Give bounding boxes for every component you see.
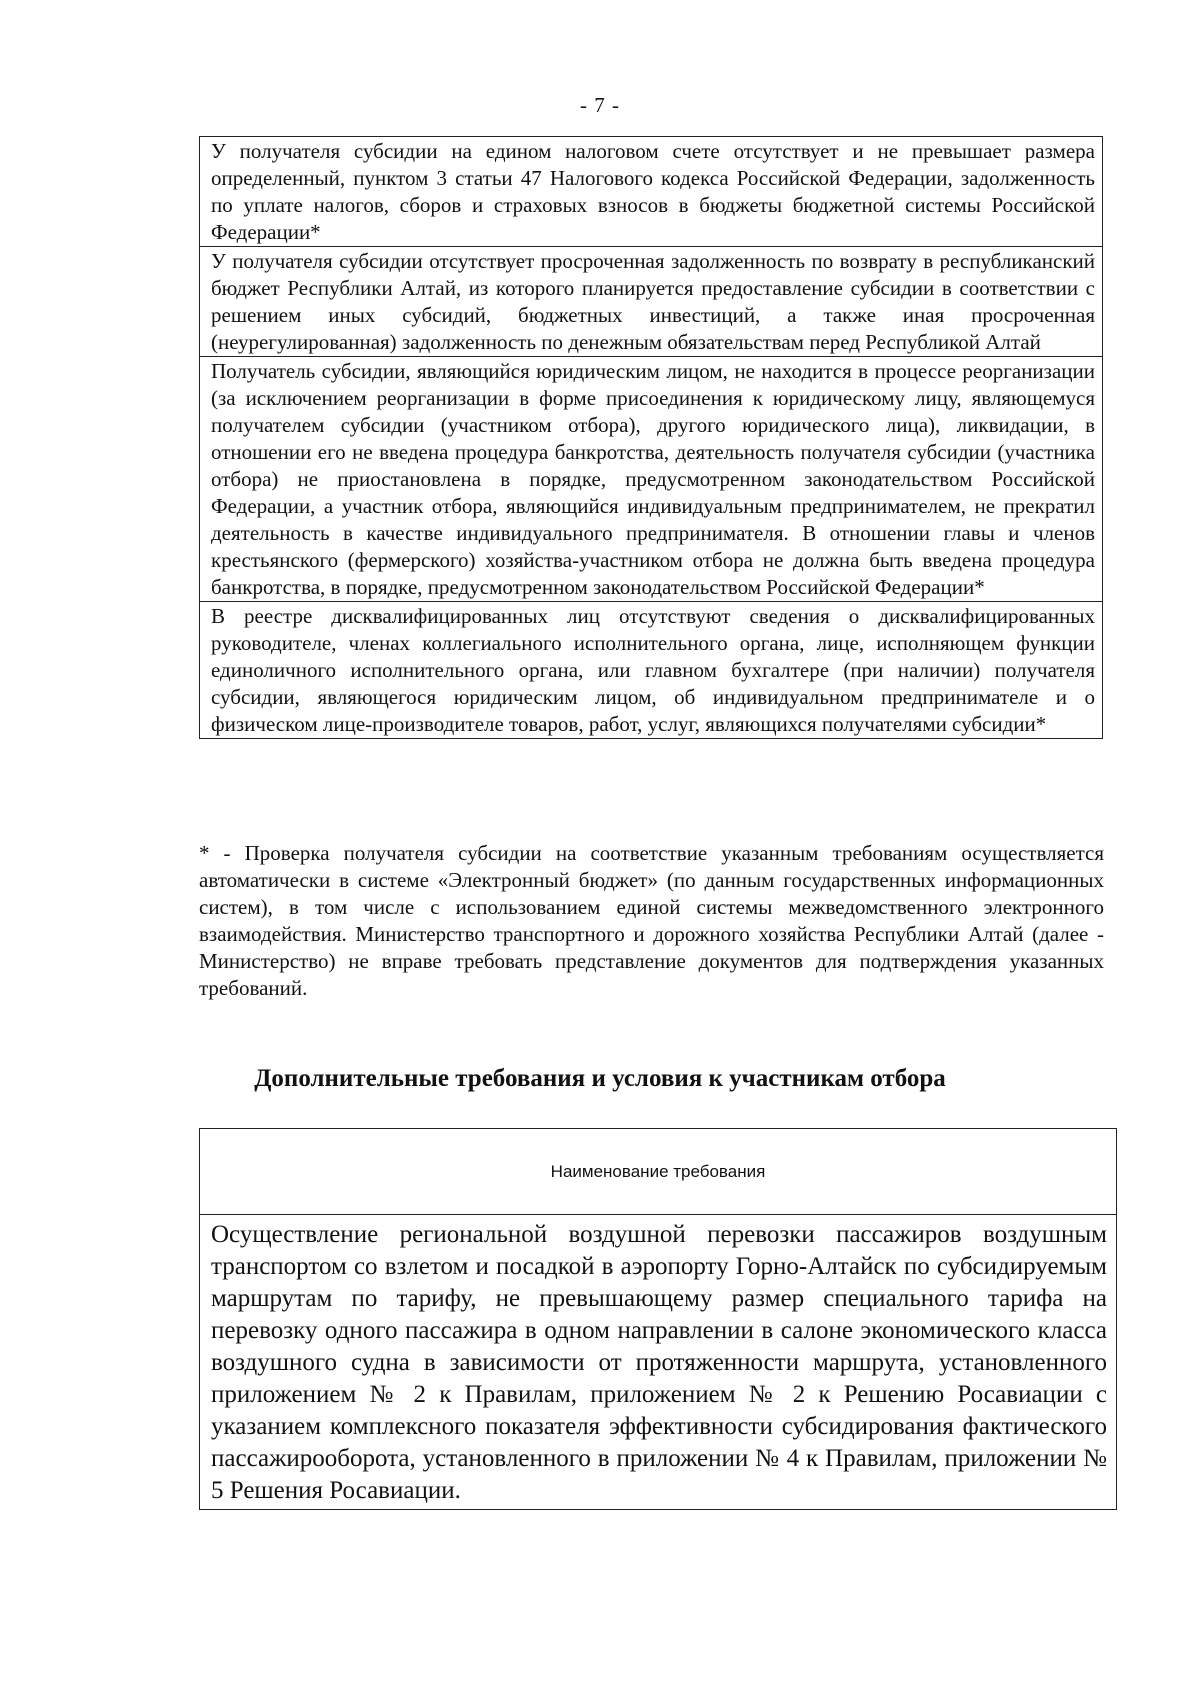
table-row xyxy=(200,1215,1117,1510)
table-header-row xyxy=(200,1129,1117,1215)
table-row xyxy=(200,137,1103,247)
conditions-table xyxy=(199,1128,1117,1510)
requirement-disqualified-registry: В реестре дисквалифицированных лиц отсутствуют сведения о дисквалифицированных руководителе, членах коллегиального исполнительного органа, лице, исполняющем функции единоличного исполнительного органа, или главном бухгалтере (при наличии) получателя субсидии, являющегося юридическим лицом, об индивидуальном предпринимателе и о физическом лице-производителе товаров, работ, услуг, являющихся получателями субсидии* xyxy=(200,602,1103,739)
condition-regional-air-transport: Осуществление региональной воздушной перевозки пассажиров воздушным транспортом со взлетом и посадкой в аэропорту Горно-Алтайск по субсидируемым маршрутам по тарифу, не превышающему размер специального тарифа на перевозку одного пассажира в одном направлении в салоне экономического класса воздушного судна в зависимости от протяженности маршрута, установленного приложением № 2 к Правилам, приложением № 2 к Решению Росавиации с указанием комплексного показателя эффективности субсидирования фактического пассажирооборота, установленного в приложении № 4 к Правилам, приложении № 5 Решения Росавиации. xyxy=(200,1215,1117,1510)
page-number: - 7 - xyxy=(580,93,620,117)
section-heading: Дополнительные требования и условия к участникам отбора xyxy=(254,1065,946,1092)
table-row xyxy=(200,602,1103,739)
column-header-requirement-name: Наименование требования xyxy=(200,1129,1117,1215)
footnote: * - Проверка получателя субсидии на соответствие указанным требованиям осуществляется автоматически в системе «Электронный бюджет» (по данным государственных информационных систем), в том числе с использованием единой системы межведомственного электронного взаимодействия. Министерство транспортного и дорожного хозяйства Республики Алтай (далее - Министерство) не вправе требовать представление документов для подтверждения указанных требований. xyxy=(199,841,1104,1000)
requirement-no-reorganization: Получатель субсидии, являющийся юридическим лицом, не находится в процессе реорганизации (за исключением реорганизации в форме присоединения к юридическому лицу, являющемуся получателем субсидии (участником отбора), другого юридического лица), ликвидации, в отношении его не введена процедура банкротства, деятельность получателя субсидии (участника отбора) не приостановлена в порядке, предусмотренном законодательством Российской Федерации, а участник отбора, являющийся индивидуальным предпринимателем, не прекратил деятельность в качестве индивидуального предпринимателя. В отношении главы и членов крестьянского (фермерского) хозяйства-участником отбора не должна быть введена процедура банкротства, в порядке, предусмотренном законодательством Российской Федерации* xyxy=(200,357,1103,602)
table-row xyxy=(200,357,1103,602)
requirements-table xyxy=(199,136,1103,739)
requirement-tax-debt: У получателя субсидии на едином налоговом счете отсутствует и не превышает размера определенный, пунктом 3 статьи 47 Налогового кодекса Российской Федерации, задолженность по уплате налогов, сборов и страховых взносов в бюджеты бюджетной системы Российской Федерации* xyxy=(200,137,1103,247)
table-row xyxy=(200,247,1103,357)
requirement-budget-debt: У получателя субсидии отсутствует просроченная задолженность по возврату в республиканский бюджет Республики Алтай, из которого планируется предоставление субсидии в соответствии с решением иных субсидий, бюджетных инвестиций, а также иная просроченная (неурегулированная) задолженность по денежным обязательствам перед Республикой Алтай xyxy=(200,247,1103,357)
